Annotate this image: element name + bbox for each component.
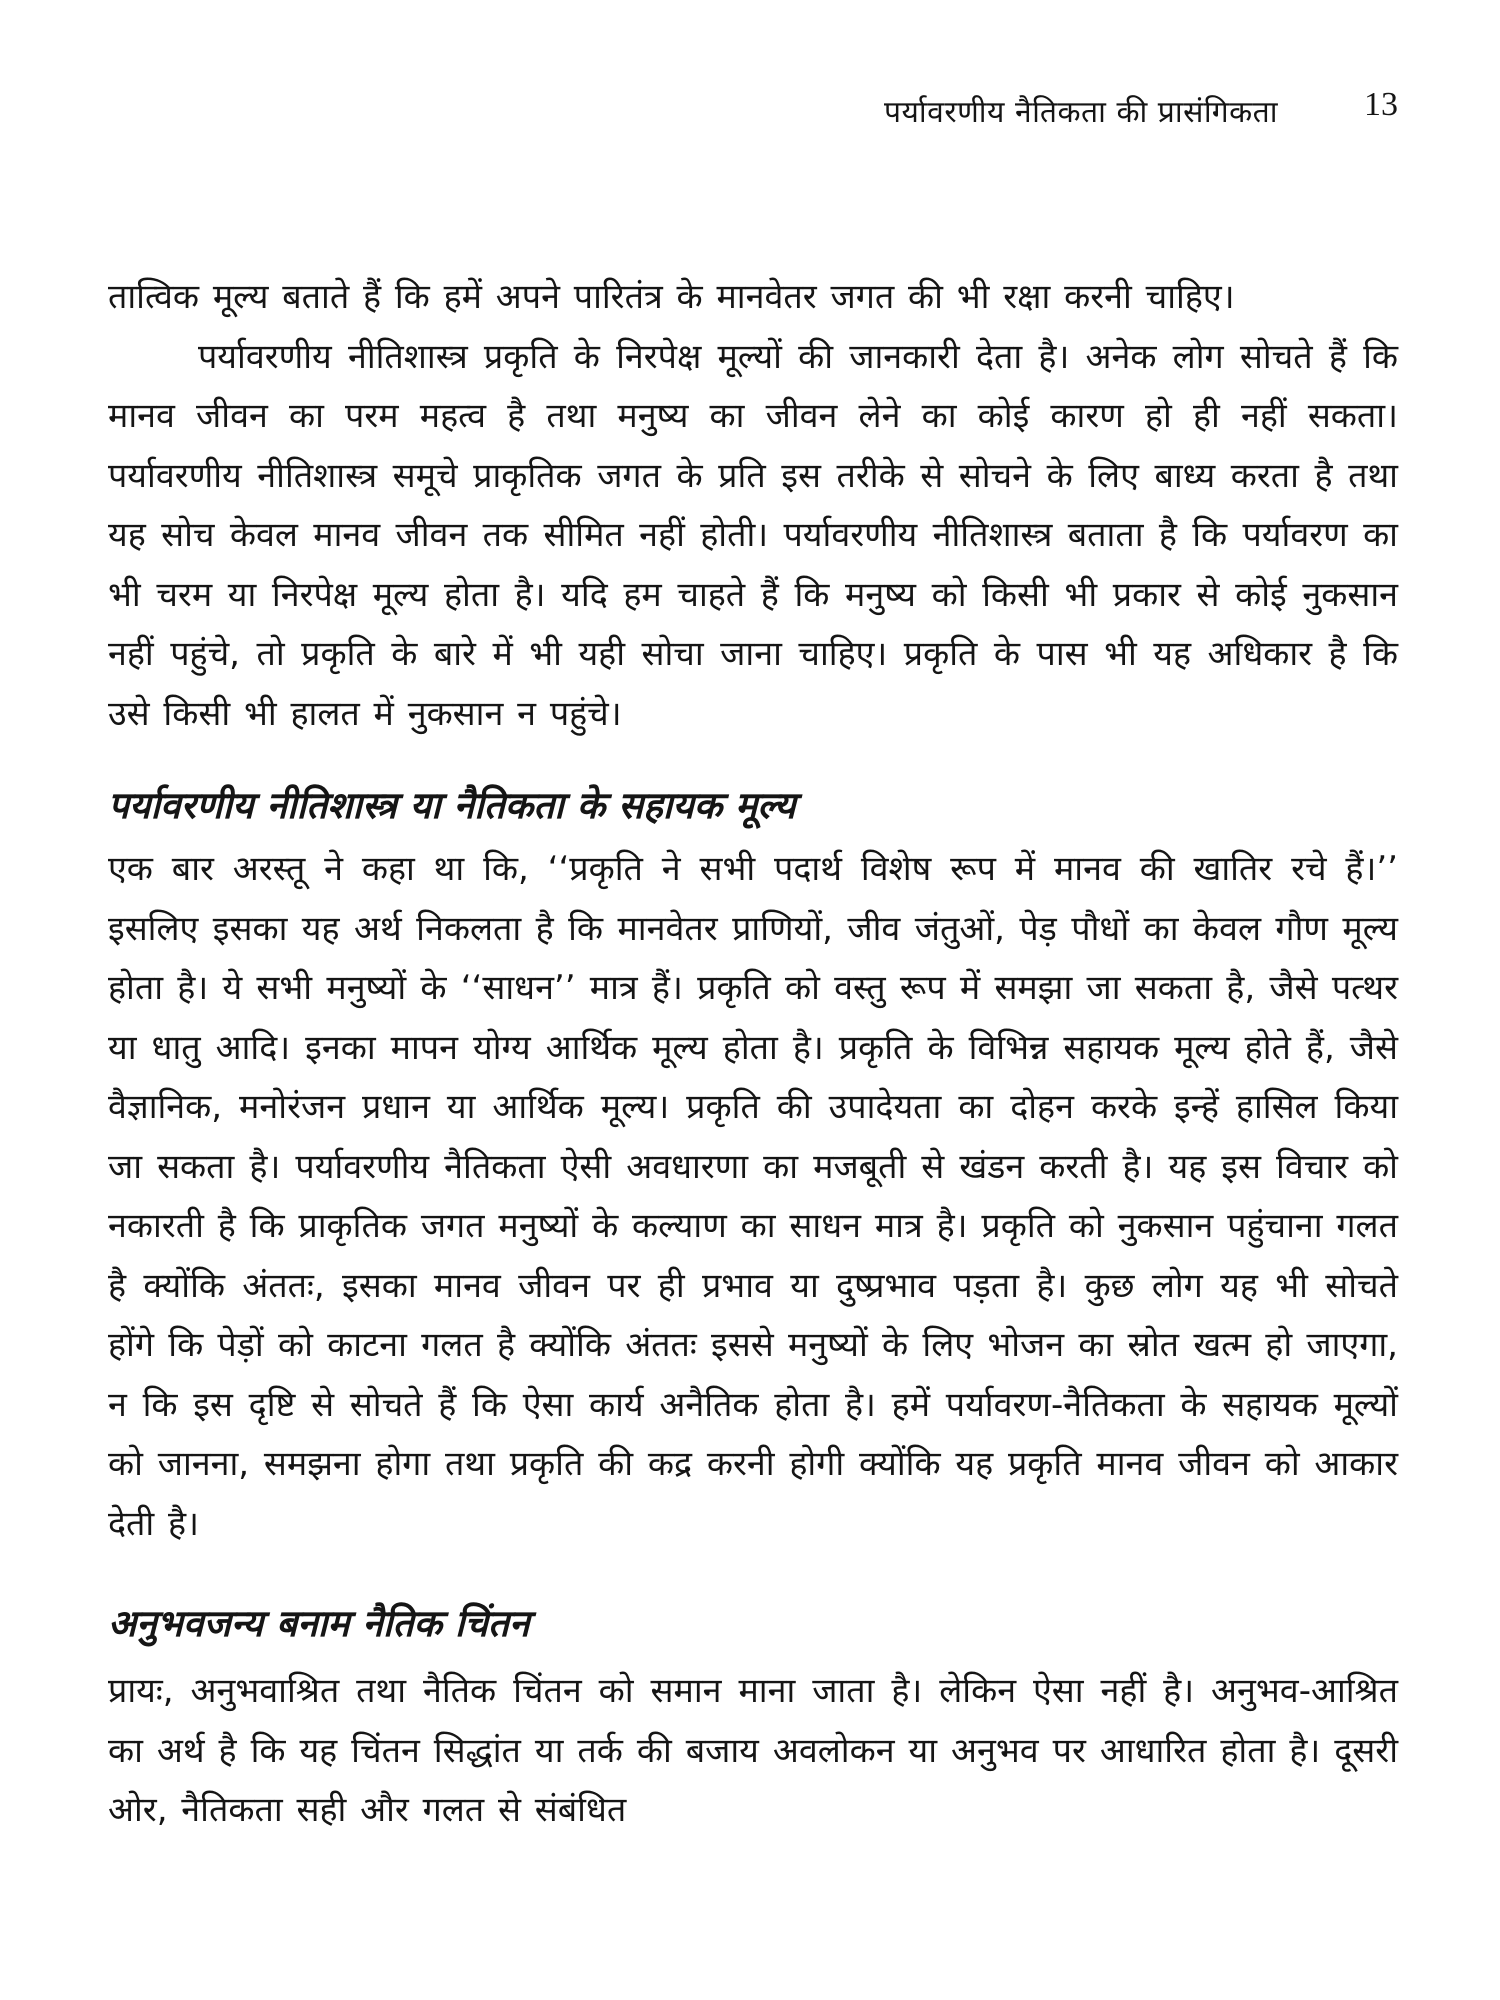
- paragraph-empirical-vs-ethical: प्रायः, अनुभवाश्रित तथा नैतिक चिंतन को समान माना जाता है। लेकिन ऐसा नहीं है। अनुभव-आश्रित का अर्थ है कि यह चिंतन सिद्धांत या तर्क की बजाय अवलोकन या अनुभव पर आधारित होता है। दूसरी ओर, नैतिकता सही और गलत से संबंधित: [108, 1671, 1398, 1830]
- paragraph-absolute-values: पर्यावरणीय नीतिशास्त्र प्रकृति के निरपेक्ष मूल्यों की जानकारी देता है। अनेक लोग सोचते हैं कि मानव जीवन का परम महत्व है तथा मनुष्य का जीवन लेने का कोई कारण हो ही नहीं सकता। पर्यावरणीय नीतिशास्त्र समूचे प्राकृतिक जगत के प्रति इस तरीके से सोचने के लिए बाध्य करता है तथा यह सोच केवल मानव जीवन तक सीमित नहीं होती। पर्यावरणीय नीतिशास्त्र बताता है कि पर्यावरण का भी चरम या निरपेक्ष मूल्य होता है। यदि हम चाहते हैं कि मनुष्य को किसी भी प्रकार से कोई नुकसान नहीं पहुंचे, तो प्रकृति के बारे में भी यही सोचा जाना चाहिए। प्रकृति के पास भी यह अधिकार है कि उसे किसी भी हालत में नुकसान न पहुंचे।: [108, 336, 1398, 734]
- section-heading-empirical-vs-ethical: अनुभवजन्य बनाम नैतिक चिंतन: [108, 1602, 530, 1645]
- section-heading-instrumental-values: पर्यावरणीय नीतिशास्त्र या नैतिकता के सहायक मूल्य: [108, 784, 796, 827]
- running-title: पर्यावरणीय नैतिकता की प्रासंगिकता: [883, 95, 1278, 130]
- paragraph-intrinsic-values: तात्विक मूल्य बताते हैं कि हमें अपने पारितंत्र के मानवेतर जगत की भी रक्षा करनी चाहिए।: [108, 277, 1235, 317]
- page-number: 13: [1364, 86, 1398, 123]
- book-page: [108, 80, 1398, 1841]
- running-header: [108, 80, 1398, 140]
- paragraph-instrumental-values: एक बार अरस्तू ने कहा था कि, ‘‘प्रकृति ने सभी पदार्थ विशेष रूप में मानव की खातिर रचे हैं।’’ इसलिए इसका यह अर्थ निकलता है कि मानवेतर प्राणियों, जीव जंतुओं, पेड़ पौधों का केवल गौण मूल्य होता है। ये सभी मनुष्यों के ‘‘साधन’’ मात्र हैं। प्रकृति को वस्तु रूप में समझा जा सकता है, जैसे पत्थर या धातु आदि। इनका मापन योग्य आर्थिक मूल्य होता है। प्रकृति के विभिन्न सहायक मूल्य होते हैं, जैसे वैज्ञानिक, मनोरंजन प्रधान या आर्थिक मूल्य। प्रकृति की उपादेयता का दोहन करके इन्हें हासिल किया जा सकता है। पर्यावरणीय नैतिकता ऐसी अवधारणा का मजबूती से खंडन करती है। यह इस विचार को नकारती है कि प्राकृतिक जगत मनुष्यों के कल्याण का साधन मात्र है। प्रकृति को नुकसान पहुंचाना गलत है क्योंकि अंततः, इसका मानव जीवन पर ही प्रभाव या दुष्प्रभाव पड़ता है। कुछ लोग यह भी सोचते होंगे कि पेड़ों को काटना गलत है क्योंकि अंततः इससे मनुष्यों के लिए भोजन का स्रोत खत्म हो जाएगा, न कि इस दृष्टि से सोचते हैं कि ऐसा कार्य अनैतिक होता है। हमें पर्यावरण-नैतिकता के सहायक मूल्यों को जानना, समझना होगा तथा प्रकृति की कद्र करनी होगी क्योंकि यह प्रकृति मानव जीवन को आकार देती है।: [108, 849, 1398, 1544]
